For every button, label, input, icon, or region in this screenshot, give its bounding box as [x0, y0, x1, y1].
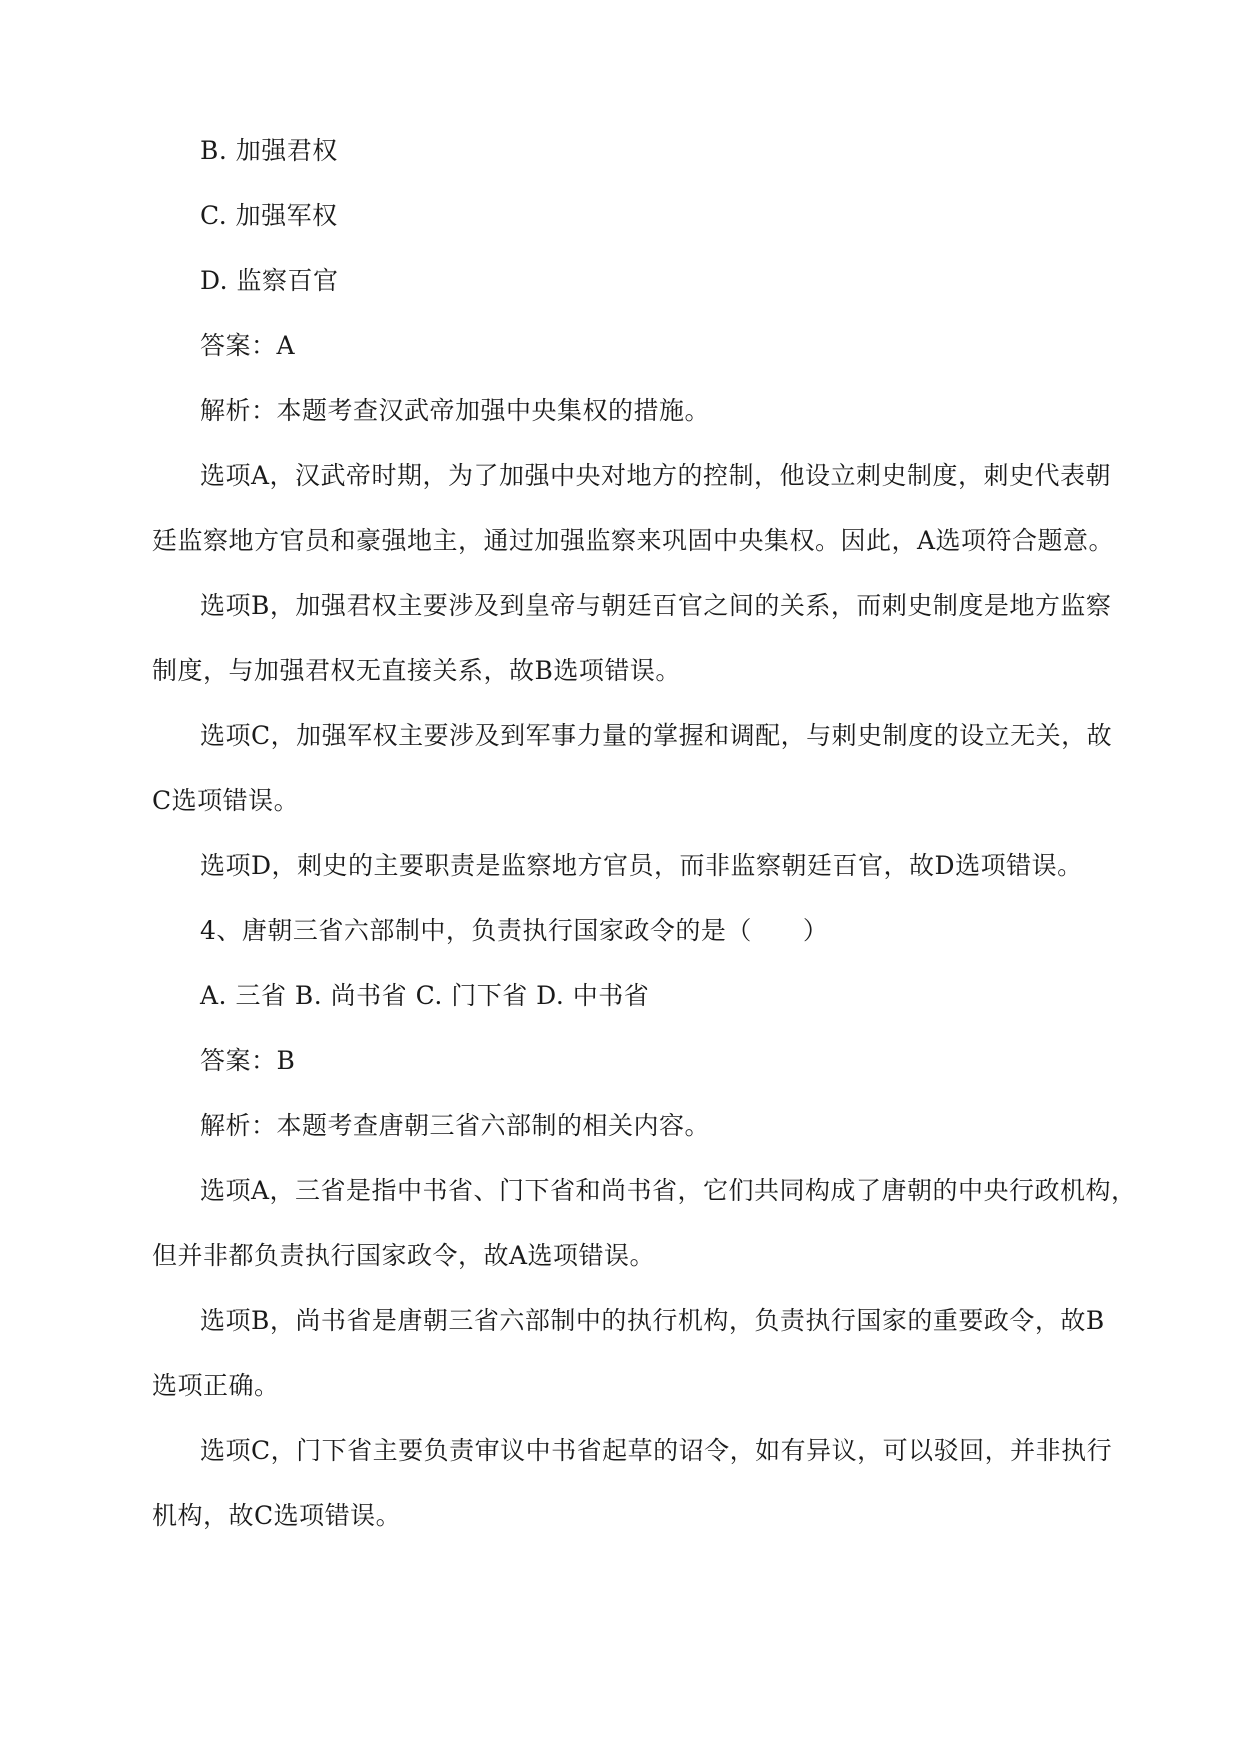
- option-b: B. 加强君权: [200, 136, 338, 165]
- q3-answer: 答案：A: [200, 331, 296, 360]
- q3-analysis: 解析：本题考查汉武帝加强中央集权的措施。: [200, 396, 711, 425]
- q4-explain-c-line1: 选项C，门下省主要负责审议中书省起草的诏令，如有异议，可以驳回，并非执行: [200, 1436, 1113, 1465]
- q4-answer: 答案：B: [200, 1046, 296, 1075]
- q4-explain-a-line2: 但并非都负责执行国家政令，故A选项错误。: [152, 1241, 656, 1270]
- q4-explain-b-line1: 选项B，尚书省是唐朝三省六部制中的执行机构，负责执行国家的重要政令，故B: [200, 1306, 1105, 1335]
- q4-analysis: 解析：本题考查唐朝三省六部制的相关内容。: [200, 1111, 711, 1140]
- option-c: C. 加强军权: [200, 201, 338, 230]
- q3-explain-d-line1: 选项D，刺史的主要职责是监察地方官员，而非监察朝廷百官，故D选项错误。: [200, 851, 1083, 880]
- q4-options: A. 三省 B. 尚书省 C. 门下省 D. 中书省: [200, 981, 650, 1010]
- q3-explain-a-line2: 廷监察地方官员和豪强地主，通过加强监察来巩固中央集权。因此，A选项符合题意。: [152, 526, 1115, 555]
- q4-question: 4、唐朝三省六部制中，负责执行国家政令的是（ ）: [200, 916, 829, 945]
- option-d: D. 监察百官: [200, 266, 339, 295]
- q3-explain-b-line1: 选项B，加强君权主要涉及到皇帝与朝廷百官之间的关系，而刺史制度是地方监察: [200, 591, 1112, 620]
- q4-explain-b-line2: 选项正确。: [152, 1371, 280, 1400]
- q3-explain-a-line1: 选项A，汉武帝时期，为了加强中央对地方的控制，他设立刺史制度，刺史代表朝: [200, 461, 1112, 490]
- q3-explain-b-line2: 制度，与加强君权无直接关系，故B选项错误。: [152, 656, 681, 685]
- q4-explain-c-line2: 机构，故C选项错误。: [152, 1501, 402, 1530]
- q3-explain-c-line1: 选项C，加强军权主要涉及到军事力量的掌握和调配，与刺史制度的设立无关，故: [200, 721, 1113, 750]
- q4-explain-a-line1: 选项A，三省是指中书省、门下省和尚书省，它们共同构成了唐朝的中央行政机构，: [200, 1176, 1137, 1205]
- q3-explain-c-line2: C选项错误。: [152, 786, 300, 815]
